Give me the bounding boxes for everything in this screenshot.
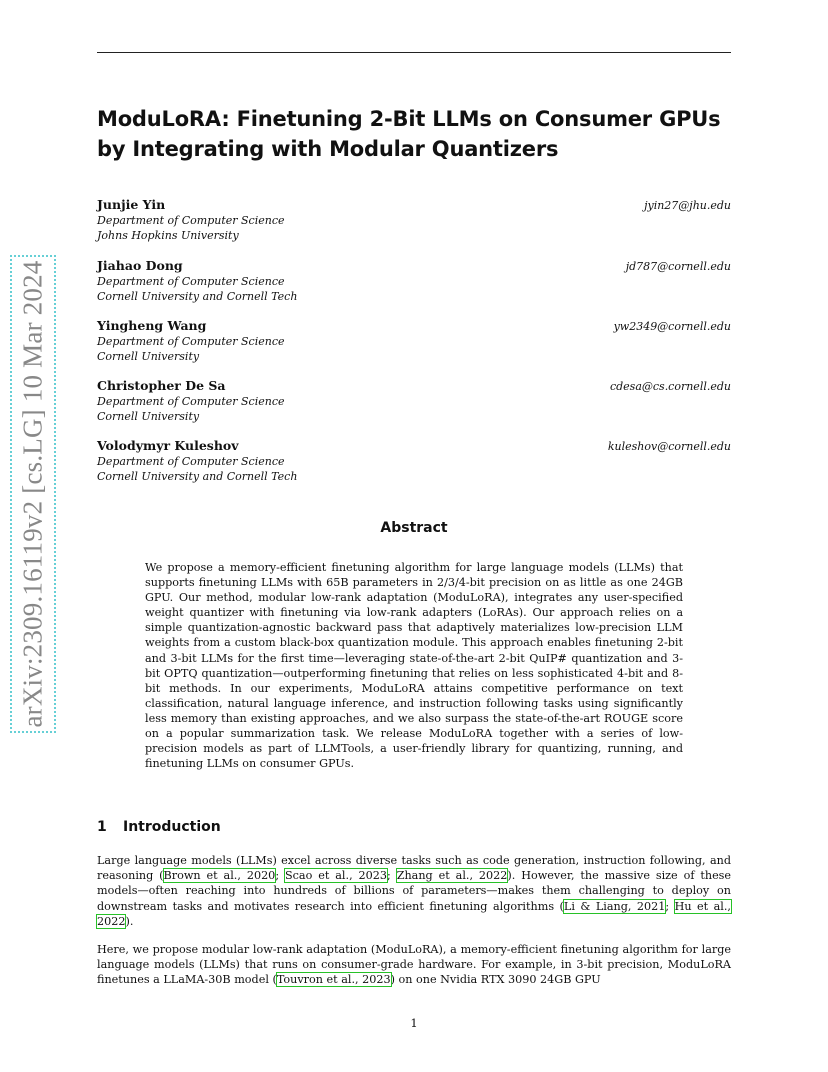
- section-title: Introduction: [123, 819, 221, 835]
- author-department: Department of Computer Science: [97, 214, 285, 227]
- author-institution: Cornell University and Cornell Tech: [97, 470, 298, 483]
- author-email[interactable]: kuleshov@cornell.edu: [607, 440, 731, 453]
- author-department: Department of Computer Science: [97, 395, 285, 408]
- page-number: 1: [410, 1016, 418, 1030]
- paragraph-text: ).: [125, 914, 134, 928]
- paper-title: ModuLoRA: Finetuning 2-Bit LLMs on Consumer GPUs by Integrating with Modular Quantizers: [97, 107, 721, 161]
- author-email[interactable]: yw2349@cornell.edu: [613, 320, 731, 333]
- section-heading: [97, 819, 221, 835]
- citation-link[interactable]: Zhang et al., 2022: [396, 869, 508, 883]
- top-rule: [97, 52, 731, 53]
- author-institution: Johns Hopkins University: [97, 229, 239, 242]
- arxiv-stamp[interactable]: [10, 255, 56, 733]
- author-name: Jiahao Dong: [97, 258, 183, 273]
- author-block: [97, 197, 731, 243]
- intro-paragraph: [97, 853, 731, 929]
- citation-link[interactable]: Li & Liang, 2021: [563, 899, 666, 913]
- author-name: Junjie Yin: [97, 197, 166, 212]
- paragraph-text: ). However, the massive size of these models—often reaching into hundreds of billions of parameters—makes them challenging to deploy on downstream tasks and motivates research into efficient finetuning algorithms (: [97, 869, 732, 913]
- section-number: 1: [97, 819, 107, 835]
- author-department: Department of Computer Science: [97, 335, 285, 348]
- author-institution: Cornell University: [97, 350, 200, 363]
- paragraph-text: Here, we propose modular low-rank adaptation (ModuLoRA), a memory-efficient finetuning algorithm for large language models (LLMs) that runs on consumer-grade hardware. For example, in 3-bit precision, ModuLoRA finetunes a LLaMA-30B model (: [97, 943, 731, 987]
- author-institution: Cornell University: [97, 410, 200, 423]
- author-department: Department of Computer Science: [97, 455, 285, 468]
- author-institution: Cornell University and Cornell Tech: [97, 290, 298, 303]
- abstract-text: We propose a memory-efficient finetuning algorithm for large language models (LLMs) that supports finetuning LLMs with 65B parameters in 2/3/4-bit precision on as little as one 24GB GPU. Our method, modular low-rank adaptation (ModuLoRA), integrates any user-specified weight quantizer with finetuning via low-rank adapters (LoRAs). Our approach relies on a simple quantization-agnostic backward pass that adaptively materializes low-precision LLM weights from a custom black-box quantization module. This approach enables finetuning 2-bit and 3-bit LLMs for the first time—leveraging state-of-the-art 2-bit QuIP# quantization and 3-bit OPTQ quantization—outperforming finetuning that relies on less sophisticated 4-bit and 8-bit methods. In our experiments, ModuLoRA attains competitive performance on text classification, natural language inference, and instruction following tasks using significantly less memory than existing approaches, and we also surpass the state-of-the-art ROUGE score on a popular summarization task. We release ModuLoRA together with a series of low-precision models as part of LLMTools, a user-friendly library for quantizing, running, and finetuning LLMs on consumer GPUs.: [145, 561, 683, 771]
- citation-separator: ;: [665, 899, 675, 913]
- citation-link[interactable]: Touvron et al., 2023: [276, 973, 391, 987]
- author-email[interactable]: jyin27@jhu.edu: [644, 199, 731, 212]
- author-block: [97, 438, 731, 484]
- citation-separator: ;: [387, 869, 397, 883]
- author-block: [97, 258, 731, 304]
- intro-paragraph: [97, 942, 731, 988]
- author-block: [97, 378, 731, 424]
- citation-link[interactable]: Hu et al., 2022: [97, 899, 731, 928]
- abstract-heading: Abstract: [380, 520, 448, 536]
- paragraph-text: Large language models (LLMs) excel across diverse tasks such as code generation, instruction following, and reasoning (: [97, 854, 731, 883]
- author-name: Volodymyr Kuleshov: [97, 438, 239, 453]
- citation-link[interactable]: Scao et al., 2023: [285, 869, 388, 883]
- arxiv-identifier: arXiv:2309.16119v2 [cs.LG] 10 Mar 2024: [17, 260, 48, 728]
- author-email[interactable]: cdesa@cs.cornell.edu: [609, 380, 731, 393]
- citation-separator: ;: [275, 869, 285, 883]
- author-email[interactable]: jd787@cornell.edu: [625, 260, 731, 273]
- citation-link[interactable]: Brown et al., 2020: [163, 869, 276, 883]
- author-department: Department of Computer Science: [97, 275, 285, 288]
- author-block: [97, 318, 731, 364]
- author-name: Christopher De Sa: [97, 378, 226, 393]
- author-name: Yingheng Wang: [97, 318, 207, 333]
- paragraph-text: ) on one Nvidia RTX 3090 24GB GPU: [390, 973, 601, 987]
